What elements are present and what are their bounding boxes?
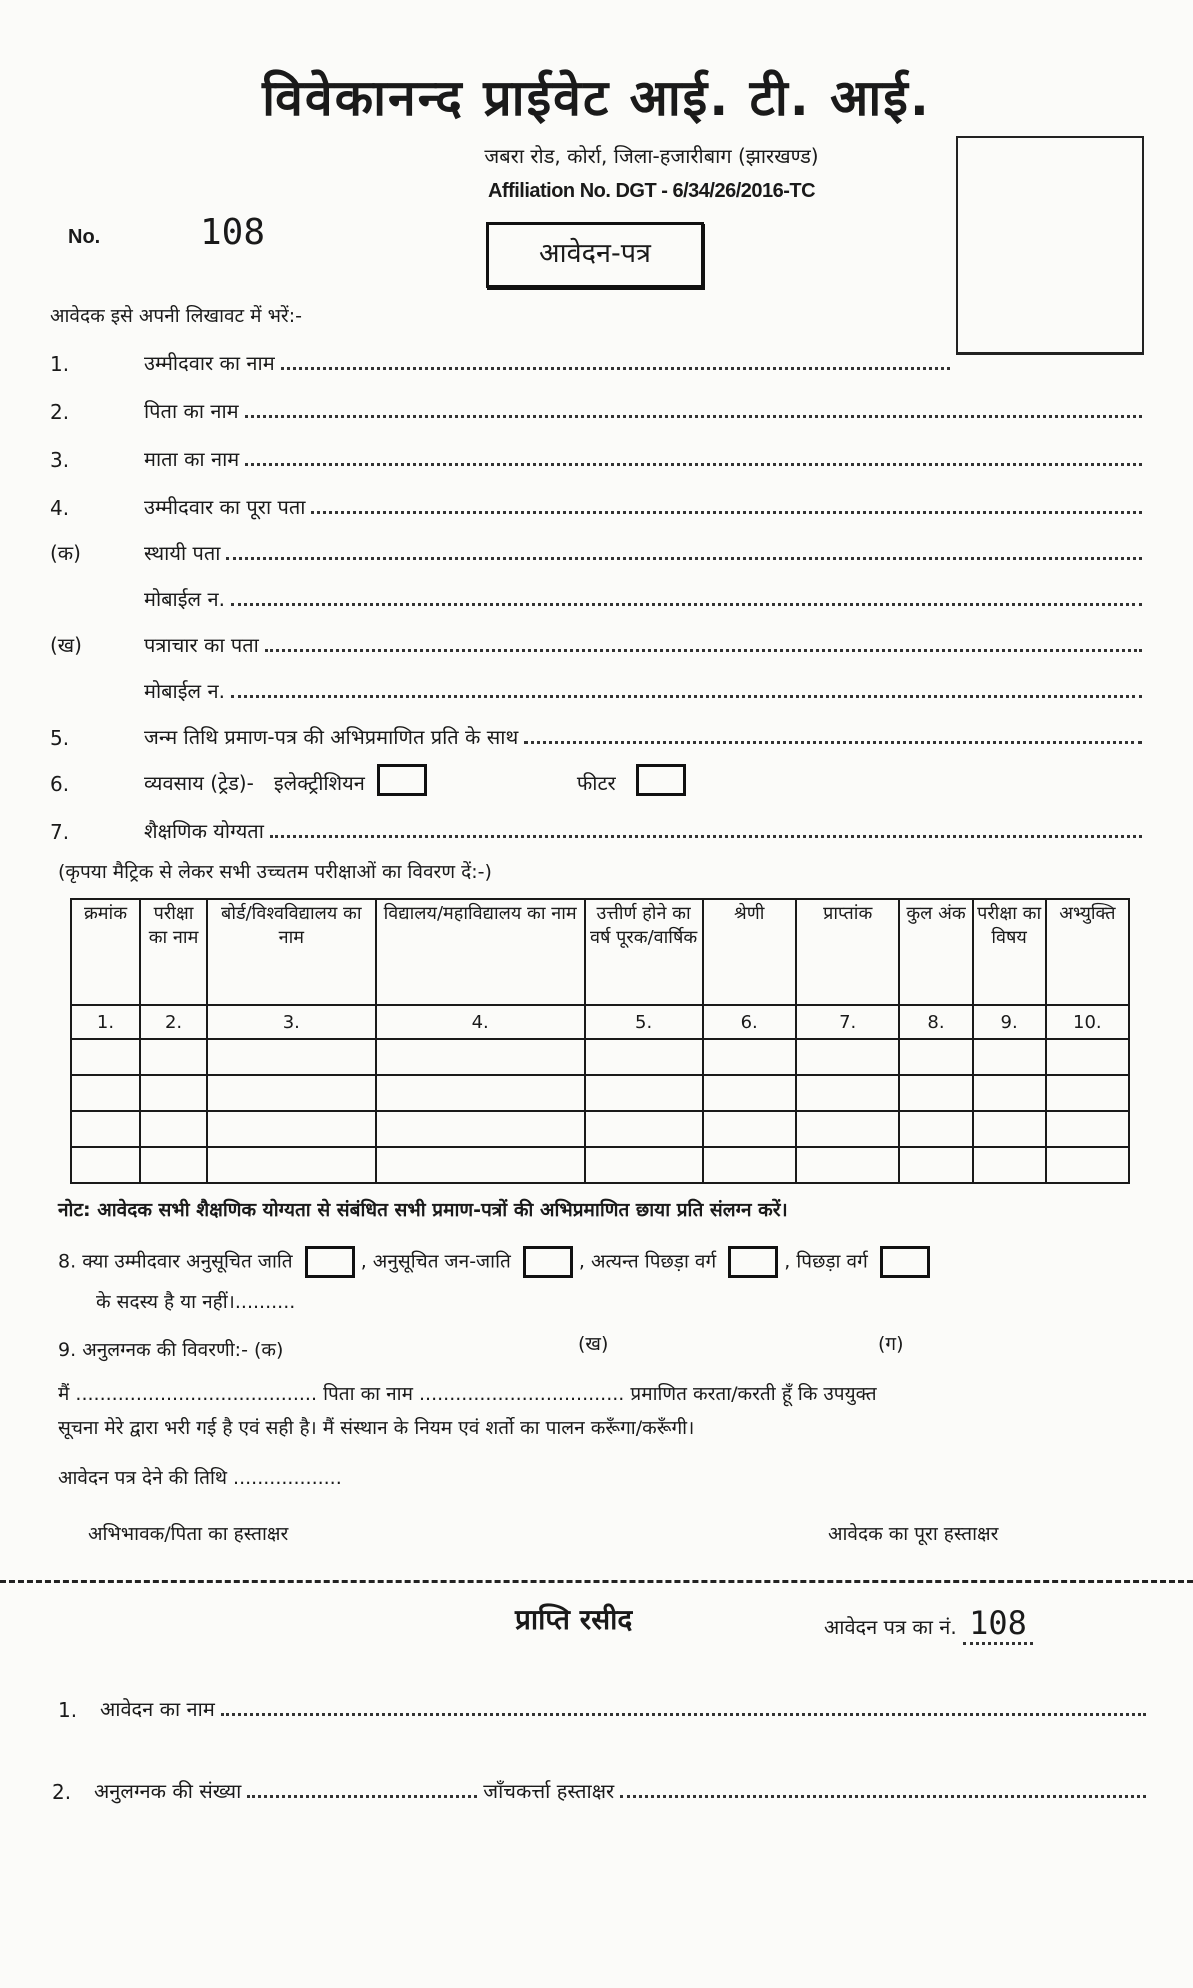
tear-line-divider	[0, 1580, 1193, 1583]
column-index: 2.	[140, 1005, 207, 1039]
table-cell[interactable]	[973, 1147, 1046, 1183]
trade-option-fitter: फीटर	[576, 771, 616, 795]
table-cell[interactable]	[376, 1111, 585, 1147]
fill-line[interactable]	[231, 694, 1142, 698]
table-cell[interactable]	[703, 1075, 796, 1111]
fill-line[interactable]	[265, 648, 1142, 652]
declaration-text: प्रमाणित करता/करती हूँ कि उपयुक्त	[630, 1383, 877, 1405]
receipt-attachments	[52, 1772, 1146, 1804]
education-table	[70, 898, 1130, 1184]
column-index: 6.	[703, 1005, 796, 1039]
field-label: पिता का नाम	[144, 399, 239, 423]
field-label: उम्मीदवार का पूरा पता	[144, 495, 306, 519]
field-number: 4.	[50, 496, 70, 520]
attestation-note: नोट: आवेदक सभी शैक्षणिक योग्यता से संबंधित सभी प्रमाण-पत्रों की अभिप्रमाणित छाया प्रति संलग्न करें।	[58, 1199, 788, 1221]
serial-label: No.	[68, 226, 101, 248]
field-number: 1.	[50, 352, 70, 376]
table-cell[interactable]	[207, 1039, 376, 1075]
column-index: 10.	[1046, 1005, 1129, 1039]
table-cell[interactable]	[973, 1111, 1046, 1147]
table-index-row	[71, 1005, 1129, 1039]
declaration-father-blank[interactable]: ..................................	[419, 1383, 625, 1405]
column-index: 5.	[585, 1005, 703, 1039]
table-header-row	[71, 899, 1129, 1005]
table-cell[interactable]	[1046, 1147, 1129, 1183]
table-cell[interactable]	[376, 1075, 585, 1111]
table-cell[interactable]	[207, 1147, 376, 1183]
applicant-signature-label: आवेदक का पूरा हस्ताक्षर	[828, 1523, 999, 1545]
institute-address: जबरा रोड, कोर्रा, जिला-हजारीबाग (झारखण्ड)	[484, 144, 819, 168]
field-label: अनुलग्नक की संख्या	[94, 1779, 242, 1803]
fill-line[interactable]	[245, 414, 1142, 418]
column-index: 4.	[376, 1005, 585, 1039]
field-correspondence-address[interactable]	[50, 626, 1142, 658]
st-checkbox[interactable]	[523, 1246, 573, 1278]
table-cell[interactable]	[207, 1075, 376, 1111]
category-question-line2: के सदस्य है या नहीं।..........	[96, 1291, 296, 1313]
column-header: श्रेणी	[703, 899, 796, 1005]
receipt-applicant-name[interactable]	[58, 1690, 1146, 1722]
table-cell[interactable]	[703, 1039, 796, 1075]
fill-line[interactable]	[231, 602, 1142, 606]
field-number: 2.	[52, 1780, 72, 1804]
column-header: क्रमांक	[71, 899, 140, 1005]
field-number: 5.	[50, 726, 70, 750]
guardian-signature-label: अभिभावक/पिता का हस्ताक्षर	[88, 1523, 289, 1545]
field-number: 7.	[50, 820, 70, 844]
sc-checkbox[interactable]	[305, 1246, 355, 1278]
field-label: शैक्षणिक योग्यता	[144, 819, 264, 843]
table-cell[interactable]	[796, 1039, 900, 1075]
field-full-address[interactable]	[50, 488, 1142, 520]
table-cell[interactable]	[140, 1039, 207, 1075]
category-ebc-label: , अत्यन्त पिछड़ा वर्ग	[578, 1250, 717, 1273]
attachment-c: (ग)	[878, 1333, 904, 1355]
declaration-line1	[58, 1380, 877, 1406]
column-header: प्राप्तांक	[796, 899, 900, 1005]
fill-line[interactable]	[226, 556, 1142, 560]
field-label: मोबाईल न.	[144, 679, 225, 703]
table-instruction: (कृपया मैट्रिक से लेकर सभी उच्चतम परीक्षाओं का विवरण दें:-)	[58, 861, 492, 883]
question-number: 8.	[58, 1250, 77, 1273]
column-index: 9.	[973, 1005, 1046, 1039]
table-row[interactable]	[71, 1075, 1129, 1111]
column-index: 8.	[899, 1005, 972, 1039]
column-header: उत्तीर्ण होने का वर्ष पूरक/वार्षिक	[585, 899, 703, 1005]
table-row[interactable]	[71, 1147, 1129, 1183]
field-number: 6.	[50, 772, 70, 796]
table-cell[interactable]	[376, 1147, 585, 1183]
field-label: पत्राचार का पता	[144, 633, 259, 657]
declaration-name-blank[interactable]: ........................................	[75, 1383, 318, 1405]
column-header: विद्यालय/महाविद्यालय का नाम	[376, 899, 585, 1005]
receipt-number-value: 108	[963, 1604, 1033, 1645]
column-header: परीक्षा का नाम	[140, 899, 207, 1005]
field-qualification[interactable]	[50, 812, 1142, 844]
table-cell[interactable]	[796, 1147, 900, 1183]
table-cell[interactable]	[71, 1147, 140, 1183]
category-sc-label: क्या उम्मीदवार अनुसूचित जाति	[82, 1250, 293, 1273]
table-cell[interactable]	[899, 1039, 972, 1075]
field-label: माता का नाम	[144, 447, 240, 471]
photo-box[interactable]	[956, 136, 1144, 355]
fill-line[interactable]	[270, 834, 1142, 838]
category-st-label: , अनुसूचित जन-जाति	[360, 1250, 511, 1273]
column-index: 3.	[207, 1005, 376, 1039]
bc-checkbox[interactable]	[880, 1246, 930, 1278]
field-father-name[interactable]	[50, 392, 1142, 424]
table-cell[interactable]	[703, 1111, 796, 1147]
column-index: 1.	[71, 1005, 140, 1039]
instructions: आवेदक इसे अपनी लिखावट में भरें:-	[50, 305, 302, 327]
field-number: (क)	[50, 541, 81, 565]
field-label: व्यवसाय (ट्रेड)-	[144, 771, 254, 795]
column-index: 7.	[796, 1005, 900, 1039]
field-number: 1.	[58, 1698, 78, 1722]
column-header: परीक्षा का विषय	[973, 899, 1046, 1005]
institute-name: विवेकानन्द प्राईवेट आई. टी. आई.	[262, 69, 931, 127]
declaration-prefix: मैं	[58, 1383, 70, 1405]
table-cell[interactable]	[796, 1075, 900, 1111]
table-cell[interactable]	[1046, 1075, 1129, 1111]
serial-number: 108	[200, 212, 266, 253]
examiner-signature-label: जाँचकर्त्ता हस्ताक्षर	[483, 1779, 615, 1803]
field-birth-certificate[interactable]	[50, 718, 1142, 750]
table-cell[interactable]	[71, 1075, 140, 1111]
field-label: उम्मीदवार का नाम	[144, 351, 275, 375]
table-cell[interactable]	[140, 1147, 207, 1183]
category-bc-label: , पिछड़ा वर्ग	[784, 1250, 868, 1273]
form-title: आवेदन-पत्र	[486, 222, 704, 288]
table-cell[interactable]	[1046, 1111, 1129, 1147]
receipt-number-label: आवेदन पत्र का नं.	[824, 1615, 957, 1639]
field-number: (ख)	[50, 633, 82, 657]
application-date[interactable]: आवेदन पत्र देने की तिथि ..................	[58, 1467, 342, 1489]
fill-line[interactable]	[221, 1712, 1146, 1716]
table-cell[interactable]	[899, 1147, 972, 1183]
attachments-label	[58, 1336, 283, 1362]
ebc-checkbox[interactable]	[728, 1246, 778, 1278]
column-header: कुल अंक	[899, 899, 972, 1005]
table-cell[interactable]	[376, 1039, 585, 1075]
receipt-number	[824, 1604, 1033, 1642]
fitter-checkbox[interactable]	[636, 764, 686, 796]
category-question	[58, 1246, 930, 1278]
table-cell[interactable]	[585, 1039, 703, 1075]
column-header: अभ्युक्ति	[1046, 899, 1129, 1005]
receipt-title: प्राप्ति रसीद	[515, 1603, 633, 1636]
fill-line[interactable]	[245, 462, 1142, 466]
attachments-count-line[interactable]	[247, 1794, 477, 1798]
field-mobile-2[interactable]	[50, 672, 1142, 704]
field-permanent-address[interactable]	[50, 534, 1142, 566]
table-cell[interactable]	[207, 1111, 376, 1147]
field-label: आवेदन का नाम	[100, 1697, 215, 1721]
field-number: 3.	[50, 448, 70, 472]
table-cell[interactable]	[796, 1111, 900, 1147]
field-label: स्थायी पता	[144, 541, 221, 565]
fill-line[interactable]	[281, 366, 950, 370]
table-row[interactable]	[71, 1039, 1129, 1075]
attachment-a: अनुलग्नक की विवरणी:- (क)	[82, 1339, 284, 1361]
field-label: मोबाईल न.	[144, 587, 225, 611]
declaration-line2: सूचना मेरे द्वारा भरी गई है एवं सही है। मैं संस्थान के नियम एवं शर्तो का पालन करूँगा/करूँगी।	[58, 1417, 695, 1439]
field-mobile-1[interactable]	[50, 580, 1142, 612]
column-header: बोर्ड/विश्वविद्यालय का नाम	[207, 899, 376, 1005]
field-label: जन्म तिथि प्रमाण-पत्र की अभिप्रमाणित प्रति के साथ	[144, 725, 519, 749]
table-cell[interactable]	[703, 1147, 796, 1183]
field-trade	[50, 764, 1142, 796]
table-cell[interactable]	[973, 1039, 1046, 1075]
field-candidate-name[interactable]	[50, 344, 950, 376]
table-cell[interactable]	[585, 1147, 703, 1183]
table-row[interactable]	[71, 1111, 1129, 1147]
attachment-b: (ख)	[578, 1333, 609, 1355]
field-number: 2.	[50, 400, 70, 424]
field-mother-name[interactable]	[50, 440, 1142, 472]
table-cell[interactable]	[585, 1075, 703, 1111]
examiner-signature-line[interactable]	[620, 1794, 1146, 1798]
table-cell[interactable]	[899, 1111, 972, 1147]
table-cell[interactable]	[585, 1111, 703, 1147]
fill-line[interactable]	[524, 740, 1142, 744]
affiliation-number: Affiliation No. DGT - 6/34/26/2016-TC	[487, 180, 816, 202]
trade-option-electrician: इलेक्ट्रीशियन	[273, 771, 365, 795]
table-cell[interactable]	[71, 1039, 140, 1075]
table-cell[interactable]	[140, 1111, 207, 1147]
table-cell[interactable]	[71, 1111, 140, 1147]
fill-line[interactable]	[311, 510, 1142, 514]
electrician-checkbox[interactable]	[377, 764, 427, 796]
table-cell[interactable]	[899, 1075, 972, 1111]
table-cell[interactable]	[973, 1075, 1046, 1111]
table-cell[interactable]	[140, 1075, 207, 1111]
question-number: 9.	[58, 1339, 77, 1361]
table-cell[interactable]	[1046, 1039, 1129, 1075]
declaration-father-label: पिता का नाम	[323, 1383, 413, 1405]
